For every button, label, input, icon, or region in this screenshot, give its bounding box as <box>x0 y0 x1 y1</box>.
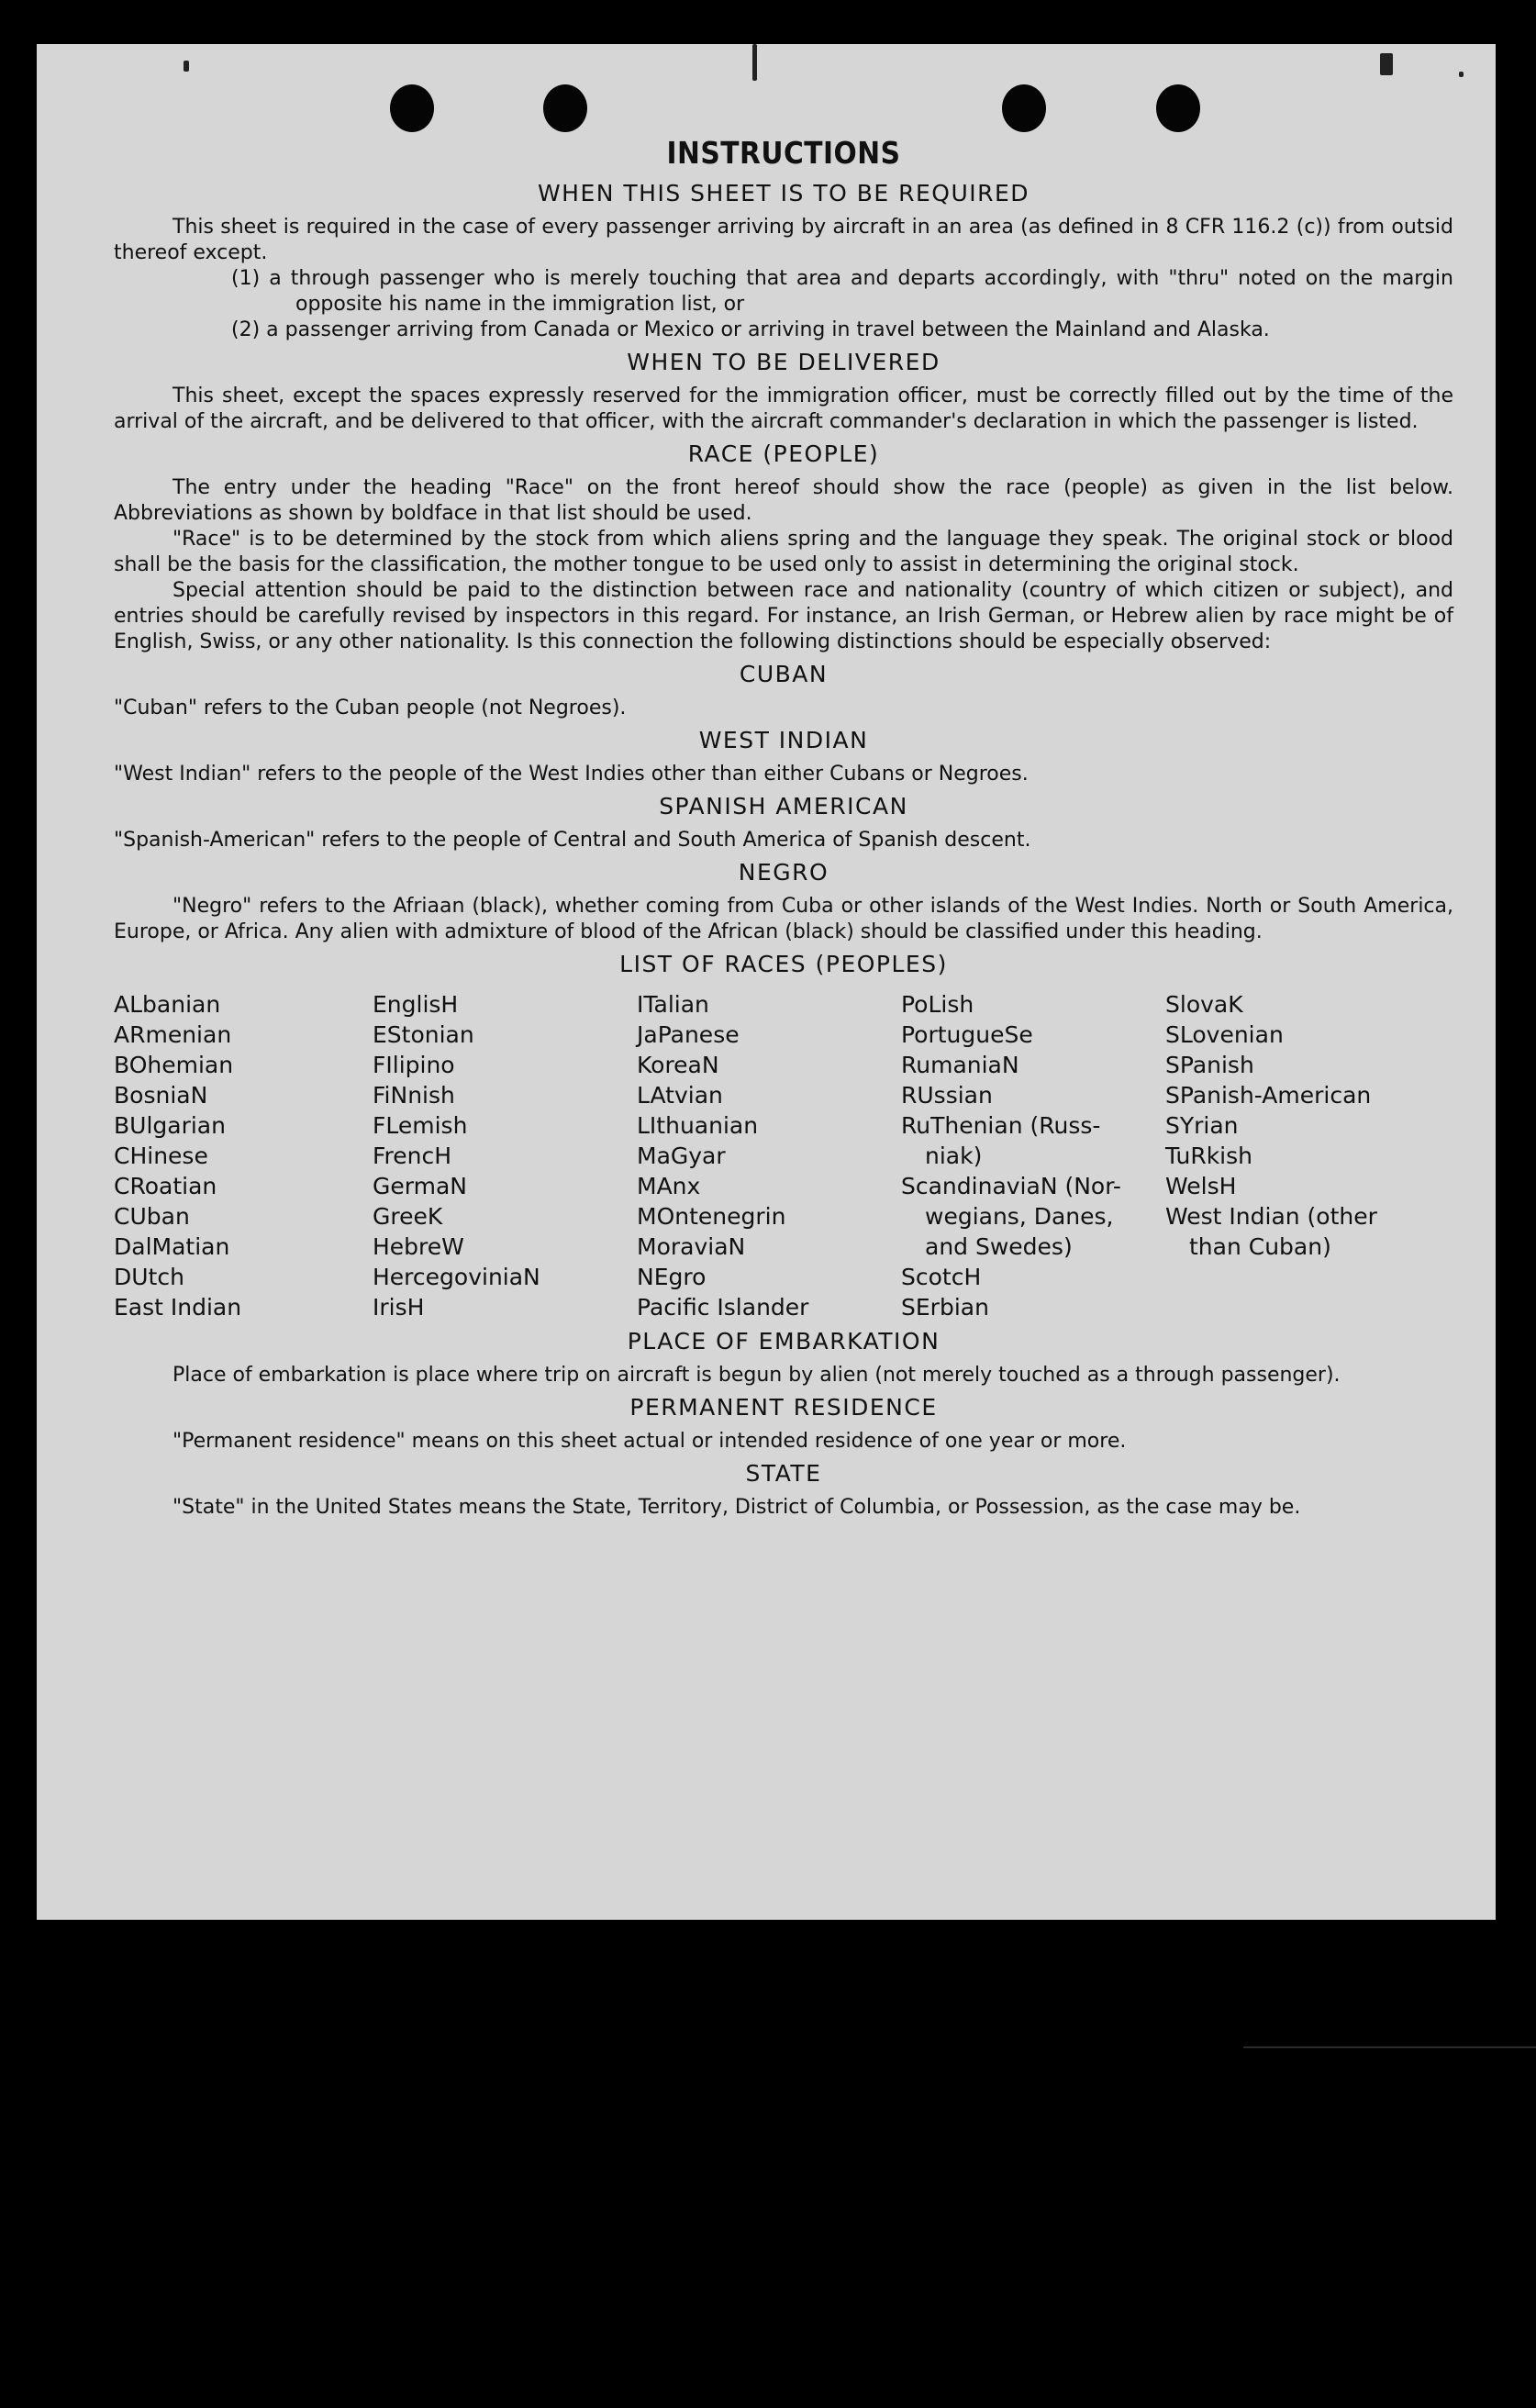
race-item: SlovaK <box>1165 991 1243 1018</box>
race-item: MaGyar <box>637 1143 726 1169</box>
race-item: ScotcH <box>901 1264 982 1290</box>
race-item: EnglisH <box>373 991 459 1018</box>
race-item: GermaN <box>373 1173 467 1199</box>
heading-embarkation: PLACE OF EMBARKATION <box>627 1328 941 1354</box>
race-item: BOhemian <box>114 1052 234 1078</box>
race-item: SYrian <box>1165 1112 1239 1139</box>
heading-race: RACE (PEOPLE) <box>687 440 880 467</box>
race-item: PoLish <box>901 991 974 1018</box>
race-item: FIlipino <box>373 1052 455 1078</box>
race-item: RuThenian (Russ- niak) <box>901 1112 1101 1169</box>
race-item: MoraviaN <box>637 1233 746 1260</box>
instructions-content <box>114 134 1453 1521</box>
race-list <box>114 989 1453 1322</box>
negro-body: "Negro" refers to the Afriaan (black), whether coming from Cuba or other islands of the West Indies. North or South America, Europe, or Africa. Any alien with admixture of blood of the African (black) should be classified under this heading. <box>114 895 1453 943</box>
race-paragraph-2: "Race" is to be determined by the stock from which aliens spring and the language they speak. The original stock or blood shall be the basis for the classification, the mother tongue to be used only to assist in determining the original stock. <box>114 528 1453 576</box>
race-item: West Indian (other than Cuban) <box>1165 1203 1377 1260</box>
race-column-4 <box>901 989 1165 1322</box>
heading-negro: NEGRO <box>738 859 829 886</box>
race-item: EStonian <box>373 1021 474 1048</box>
race-item: FrencH <box>373 1143 452 1169</box>
race-paragraph-3: Special attention should be paid to the distinction between race and nationality (country of which citizen or subject), and entries should be carefully revised by inspectors in this regard. For instance, an Irish German, or Hebrew alien by race might be of English, Swiss, or any other nationality. Is this connection the following distinctions should be especially observed: <box>114 579 1453 653</box>
race-item: BosniaN <box>114 1082 208 1109</box>
spanish-american-body: "Spanish-American" refers to the people of Central and South America of Spanish descent. <box>114 829 1031 852</box>
race-item: HebreW <box>373 1233 464 1260</box>
race-column-1 <box>114 989 373 1322</box>
race-paragraph-1: The entry under the heading "Race" on the front hereof should show the race (people) as given in the list below. Abbreviations as shown by boldface in that list should be used. <box>114 476 1453 525</box>
race-item: JaPanese <box>637 1021 740 1048</box>
page-title: INSTRUCTIONS <box>666 135 901 171</box>
punch-hole-4 <box>1156 84 1200 132</box>
cuban-body: "Cuban" refers to the Cuban people (not Negroes). <box>114 697 627 719</box>
race-item: Pacific Islander <box>637 1294 809 1321</box>
race-item: RumaniaN <box>901 1052 1019 1078</box>
punch-hole-2 <box>543 84 587 132</box>
heading-west-indian: WEST INDIAN <box>698 727 869 753</box>
race-item: ALbanian <box>114 991 221 1018</box>
race-item: MOntenegrin <box>637 1203 786 1230</box>
west-indian-body: "West Indian" refers to the people of the West Indies other than either Cubans or Negroes. <box>114 763 1029 786</box>
race-item: MAnx <box>637 1173 701 1199</box>
race-item: SLovenian <box>1165 1021 1284 1048</box>
race-item: FiNnish <box>373 1082 455 1109</box>
required-item-1: (1) a through passenger who is merely touching that area and departs accordingly, with "thru" noted on the margin opposite his name in the immigration list, or <box>231 267 1453 316</box>
heading-list-of-races: LIST OF RACES (PEOPLES) <box>619 951 948 977</box>
race-item: WelsH <box>1165 1173 1237 1199</box>
race-item: DUtch <box>114 1264 184 1290</box>
scan-speck <box>752 44 757 81</box>
race-column-3 <box>637 989 901 1322</box>
race-item: PortugueSe <box>901 1021 1033 1048</box>
residence-body: "Permanent residence" means on this sheet actual or intended residence of one year or more. <box>173 1430 1127 1453</box>
scan-speck <box>1380 53 1393 75</box>
heading-delivered: WHEN TO BE DELIVERED <box>627 349 941 375</box>
race-column-5 <box>1165 989 1441 1322</box>
race-item: TuRkish <box>1165 1143 1252 1169</box>
race-item: NEgro <box>637 1264 707 1290</box>
punch-hole-3 <box>1002 84 1046 132</box>
document-sheet <box>37 44 1496 1920</box>
race-item: RUssian <box>901 1082 993 1109</box>
race-item: FLemish <box>373 1112 468 1139</box>
heading-spanish-american: SPANISH AMERICAN <box>659 793 908 819</box>
scan-speck <box>1459 72 1464 77</box>
race-item: KoreaN <box>637 1052 719 1078</box>
race-item: LIthuanian <box>637 1112 759 1139</box>
race-item: CHinese <box>114 1143 208 1169</box>
heading-state: STATE <box>745 1460 822 1487</box>
race-item: GreeK <box>373 1203 443 1230</box>
race-item: BUlgarian <box>114 1112 226 1139</box>
state-body: "State" in the United States means the State, Territory, District of Columbia, or Possession, as the case may be. <box>173 1496 1301 1519</box>
race-item: LAtvian <box>637 1082 723 1109</box>
delivered-body: This sheet, except the spaces expressly reserved for the immigration officer, must be correctly filled out by the time of the arrival of the aircraft, and be delivered to that officer, with the aircraft commander's declaration in which the passenger is listed. <box>114 385 1453 433</box>
race-column-2 <box>373 989 637 1322</box>
required-body: This sheet is required in the case of every passenger arriving by aircraft in an area (as defined in 8 CFR 116.2 (c)) from outsid thereof except. <box>114 216 1453 264</box>
scan-edge-line <box>1243 2046 1536 2048</box>
race-item: DalMatian <box>114 1233 230 1260</box>
race-item: SPanish-American <box>1165 1082 1372 1109</box>
heading-permanent-residence: PERMANENT RESIDENCE <box>629 1394 938 1421</box>
required-item-2: (2) a passenger arriving from Canada or Mexico or arriving in travel between the Mainland and Alaska. <box>231 318 1270 341</box>
race-item: HercegoviniaN <box>373 1264 540 1290</box>
heading-required: WHEN THIS SHEET IS TO BE REQUIRED <box>537 180 1030 206</box>
race-item: CRoatian <box>114 1173 217 1199</box>
race-item: East Indian <box>114 1294 242 1321</box>
race-item: ITalian <box>637 991 709 1018</box>
race-item: SErbian <box>901 1294 989 1321</box>
embarkation-body: Place of embarkation is place where trip on aircraft is begun by alien (not merely touched as a through passenger). <box>173 1364 1341 1387</box>
race-item: CUban <box>114 1203 190 1230</box>
heading-cuban: CUBAN <box>739 661 829 687</box>
scan-speck <box>184 61 189 72</box>
race-item: SPanish <box>1165 1052 1254 1078</box>
race-item: ScandinaviaN (Nor- wegians, Danes, and Swedes) <box>901 1173 1121 1260</box>
race-item: IrisH <box>373 1294 425 1321</box>
punch-hole-1 <box>390 84 434 132</box>
race-item: ARmenian <box>114 1021 232 1048</box>
